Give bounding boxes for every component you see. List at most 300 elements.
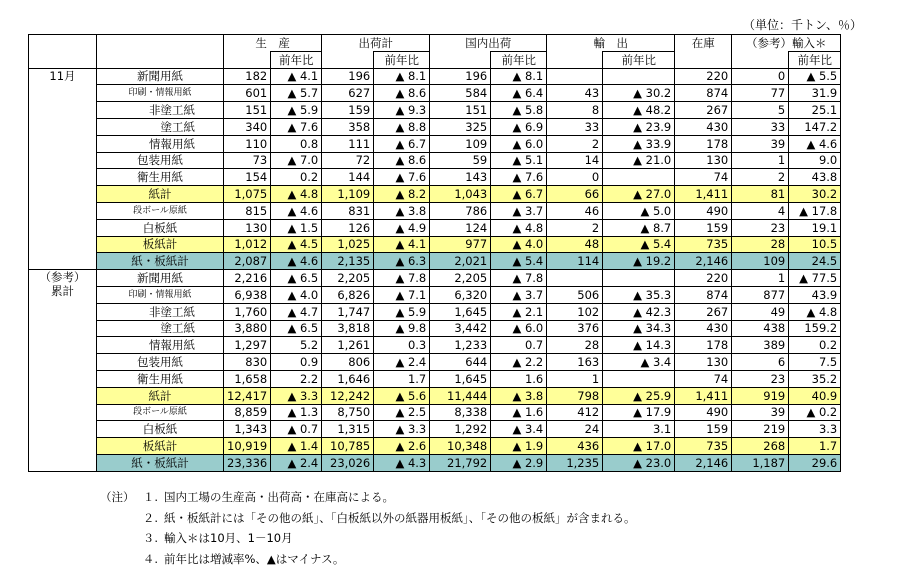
cell-inventory: 130 — [675, 152, 732, 169]
cell-domestic: 21,792 — [430, 454, 491, 471]
cell-domestic: 2,205 — [430, 270, 491, 287]
cell-inventory: 220 — [675, 270, 732, 287]
cell-inventory: 490 — [675, 202, 732, 219]
cell-shipments-yoy: ▲ 7.8 — [374, 270, 430, 287]
cell-production: 1,012 — [224, 236, 271, 253]
cell-import: 919 — [732, 387, 789, 404]
cell-production: 3,880 — [224, 320, 271, 337]
cell-inventory: 74 — [675, 370, 732, 387]
cell-production: 151 — [224, 102, 271, 119]
cell-export: 2 — [547, 135, 603, 152]
group-label-line: （参考） — [39, 270, 86, 285]
table-row — [29, 370, 841, 387]
cell-shipments: 12,242 — [322, 387, 374, 404]
cell-domestic-yoy: ▲ 4.0 — [491, 236, 547, 253]
cell-export: 114 — [547, 253, 603, 270]
note-number: ３. — [142, 531, 158, 545]
table-row — [29, 387, 841, 404]
cell-import-yoy: 43.9 — [789, 286, 841, 303]
cell-domestic-yoy: ▲ 4.8 — [491, 219, 547, 236]
group-label-line: 累計 — [51, 284, 74, 299]
cell-shipments: 72 — [322, 152, 374, 169]
cell-import: 6 — [732, 354, 789, 371]
cell-production-yoy: ▲ 4.0 — [271, 286, 322, 303]
cell-inventory: 2,146 — [675, 253, 732, 270]
cell-import: 23 — [732, 370, 789, 387]
cell-import-yoy: ▲ 17.8 — [789, 202, 841, 219]
cell-shipments-yoy: ▲ 8.8 — [374, 118, 430, 135]
cell-import: 77 — [732, 85, 789, 102]
cell-shipments: 1,261 — [322, 337, 374, 354]
cell-export: 412 — [547, 404, 603, 421]
cell-domestic-yoy: ▲ 2.2 — [491, 354, 547, 371]
cell-import: 33 — [732, 118, 789, 135]
cell-export: 798 — [547, 387, 603, 404]
cell-production: 23,336 — [224, 454, 271, 471]
cell-production: 601 — [224, 85, 271, 102]
header-blank-1 — [29, 35, 97, 69]
cell-domestic: 151 — [430, 102, 491, 119]
cell-export-yoy: ▲ 5.4 — [603, 236, 675, 253]
header-import-blank — [732, 51, 789, 68]
table-row — [29, 404, 841, 421]
cell-production-yoy: ▲ 1.4 — [271, 438, 322, 455]
cell-export-yoy: ▲ 17.0 — [603, 438, 675, 455]
cell-domestic-yoy: ▲ 5.8 — [491, 102, 547, 119]
row-label: 情報用紙 — [97, 135, 224, 152]
header-production-blank — [224, 51, 271, 68]
cell-inventory: 490 — [675, 404, 732, 421]
cell-domestic-yoy: ▲ 1.9 — [491, 438, 547, 455]
table-row — [29, 337, 841, 354]
cell-domestic-yoy: 1.6 — [491, 370, 547, 387]
cell-shipments-yoy: ▲ 9.8 — [374, 320, 430, 337]
cell-shipments-yoy: 0.3 — [374, 337, 430, 354]
cell-shipments: 1,315 — [322, 421, 374, 438]
cell-import: 81 — [732, 186, 789, 203]
cell-domestic-yoy: ▲ 7.8 — [491, 270, 547, 287]
cell-shipments: 831 — [322, 202, 374, 219]
cell-shipments-yoy: ▲ 8.6 — [374, 152, 430, 169]
cell-domestic: 1,292 — [430, 421, 491, 438]
cell-shipments: 806 — [322, 354, 374, 371]
cell-import: 23 — [732, 219, 789, 236]
cell-production: 2,216 — [224, 270, 271, 287]
cell-export-yoy — [603, 370, 675, 387]
note-line-4 — [100, 549, 636, 570]
cell-domestic: 3,442 — [430, 320, 491, 337]
cell-domestic-yoy: ▲ 6.0 — [491, 135, 547, 152]
table-row — [29, 152, 841, 169]
note-text: 国内工場の生産高・出荷高・在庫高による。 — [164, 490, 394, 504]
cell-import-yoy: 19.1 — [789, 219, 841, 236]
cell-import: 39 — [732, 404, 789, 421]
cell-production: 1,343 — [224, 421, 271, 438]
cell-inventory: 874 — [675, 286, 732, 303]
cell-shipments: 126 — [322, 219, 374, 236]
cell-shipments: 1,646 — [322, 370, 374, 387]
cell-production: 154 — [224, 169, 271, 186]
cell-inventory: 735 — [675, 236, 732, 253]
cell-import-yoy: ▲ 5.5 — [789, 68, 841, 85]
cell-export — [547, 68, 603, 85]
cell-export: 1,235 — [547, 454, 603, 471]
cell-import-yoy: ▲ 0.2 — [789, 404, 841, 421]
cell-production-yoy: 5.2 — [271, 337, 322, 354]
cell-import-yoy: 31.9 — [789, 85, 841, 102]
cell-production-yoy: 0.2 — [271, 169, 322, 186]
cell-domestic: 786 — [430, 202, 491, 219]
cell-export-yoy: ▲ 35.3 — [603, 286, 675, 303]
cell-import-yoy: 35.2 — [789, 370, 841, 387]
cell-import-yoy: 40.9 — [789, 387, 841, 404]
cell-import-yoy: 25.1 — [789, 102, 841, 119]
cell-domestic-yoy: ▲ 6.0 — [491, 320, 547, 337]
cell-inventory: 220 — [675, 68, 732, 85]
cell-export-yoy: ▲ 33.9 — [603, 135, 675, 152]
cell-shipments: 111 — [322, 135, 374, 152]
cell-domestic: 11,444 — [430, 387, 491, 404]
cell-export-yoy — [603, 68, 675, 85]
cell-export-yoy: ▲ 3.4 — [603, 354, 675, 371]
table-row — [29, 68, 841, 85]
cell-domestic-yoy: ▲ 3.7 — [491, 202, 547, 219]
cell-shipments: 1,109 — [322, 186, 374, 203]
cell-shipments-yoy: ▲ 8.2 — [374, 186, 430, 203]
cell-domestic: 325 — [430, 118, 491, 135]
table-row — [29, 118, 841, 135]
cell-shipments: 8,750 — [322, 404, 374, 421]
header-row-1 — [29, 35, 841, 52]
cell-shipments: 2,205 — [322, 270, 374, 287]
row-label: 印刷・情報用紙 — [97, 85, 224, 102]
cell-production-yoy: ▲ 4.5 — [271, 236, 322, 253]
cell-shipments: 159 — [322, 102, 374, 119]
cell-export: 376 — [547, 320, 603, 337]
cell-import-yoy: 10.5 — [789, 236, 841, 253]
cell-import-yoy: 29.6 — [789, 454, 841, 471]
cell-export: 8 — [547, 102, 603, 119]
cell-shipments-yoy: ▲ 2.4 — [374, 354, 430, 371]
cell-shipments-yoy: ▲ 7.6 — [374, 169, 430, 186]
cell-export — [547, 270, 603, 287]
cell-domestic-yoy: ▲ 5.4 — [491, 253, 547, 270]
cell-import: 109 — [732, 253, 789, 270]
cell-production: 1,658 — [224, 370, 271, 387]
cell-production: 12,417 — [224, 387, 271, 404]
cell-inventory: 74 — [675, 169, 732, 186]
cell-export: 24 — [547, 421, 603, 438]
row-label: 白板紙 — [97, 219, 224, 236]
cell-export: 436 — [547, 438, 603, 455]
cell-import: 1,187 — [732, 454, 789, 471]
table-row — [29, 169, 841, 186]
row-label: 衛生用紙 — [97, 370, 224, 387]
cell-domestic-yoy: ▲ 6.9 — [491, 118, 547, 135]
cell-domestic: 1,233 — [430, 337, 491, 354]
cell-import-yoy: 43.8 — [789, 169, 841, 186]
cell-shipments-yoy: ▲ 6.7 — [374, 135, 430, 152]
table-row — [29, 421, 841, 438]
cell-production: 73 — [224, 152, 271, 169]
table-row — [29, 320, 841, 337]
header-import: （参考）輸入＊ — [732, 35, 841, 52]
cell-production-yoy: ▲ 4.6 — [271, 202, 322, 219]
cell-domestic: 6,320 — [430, 286, 491, 303]
cell-inventory: 2,146 — [675, 454, 732, 471]
cell-inventory: 430 — [675, 320, 732, 337]
cell-production: 1,760 — [224, 303, 271, 320]
table-row — [29, 202, 841, 219]
cell-domestic: 1,645 — [430, 303, 491, 320]
cell-import-yoy: 30.2 — [789, 186, 841, 203]
cell-export-yoy: ▲ 23.0 — [603, 454, 675, 471]
cell-production-yoy: 0.8 — [271, 135, 322, 152]
header-domestic: 国内出荷 — [430, 35, 547, 52]
cell-export-yoy: ▲ 34.3 — [603, 320, 675, 337]
cell-domestic-yoy: ▲ 2.1 — [491, 303, 547, 320]
cell-shipments-yoy: ▲ 6.3 — [374, 253, 430, 270]
cell-import-yoy: 9.0 — [789, 152, 841, 169]
footnotes — [100, 487, 636, 569]
cell-production: 6,938 — [224, 286, 271, 303]
cell-domestic-yoy: 0.7 — [491, 337, 547, 354]
note-line-1 — [100, 487, 636, 508]
cell-domestic: 584 — [430, 85, 491, 102]
cell-import-yoy: ▲ 77.5 — [789, 270, 841, 287]
note-text: 紙・板紙計には「その他の紙」、「白板紙以外の紙器用板紙」、「その他の板紙」が含まれる。 — [164, 510, 636, 525]
cell-export-yoy: ▲ 17.9 — [603, 404, 675, 421]
paper-statistics-table — [28, 34, 841, 472]
cell-domestic-yoy: ▲ 2.9 — [491, 454, 547, 471]
cell-export: 28 — [547, 337, 603, 354]
note-number: １. — [142, 490, 158, 504]
header-shipments: 出荷計 — [322, 35, 430, 52]
table-row — [29, 354, 841, 371]
cell-production: 130 — [224, 219, 271, 236]
cell-shipments-yoy: 1.7 — [374, 370, 430, 387]
cell-export-yoy: ▲ 42.3 — [603, 303, 675, 320]
table-row — [29, 454, 841, 471]
cell-production: 340 — [224, 118, 271, 135]
cell-export-yoy: ▲ 8.7 — [603, 219, 675, 236]
table-row — [29, 219, 841, 236]
cell-import-yoy: 24.5 — [789, 253, 841, 270]
cell-shipments-yoy: ▲ 3.3 — [374, 421, 430, 438]
cell-shipments: 1,025 — [322, 236, 374, 253]
cell-export-yoy: ▲ 25.9 — [603, 387, 675, 404]
header-production: 生 産 — [224, 35, 322, 52]
cell-inventory: 267 — [675, 102, 732, 119]
cell-shipments: 1,747 — [322, 303, 374, 320]
cell-domestic: 1,043 — [430, 186, 491, 203]
cell-shipments-yoy: ▲ 9.3 — [374, 102, 430, 119]
cell-shipments: 2,135 — [322, 253, 374, 270]
row-label: 印刷・情報用紙 — [97, 286, 224, 303]
cell-shipments-yoy: ▲ 2.6 — [374, 438, 430, 455]
cell-import: 5 — [732, 102, 789, 119]
cell-production: 1,297 — [224, 337, 271, 354]
cell-import-yoy: 159.2 — [789, 320, 841, 337]
cell-production-yoy: ▲ 6.5 — [271, 270, 322, 287]
cell-domestic: 124 — [430, 219, 491, 236]
cell-production-yoy: ▲ 4.7 — [271, 303, 322, 320]
header-shipments-blank — [322, 51, 374, 68]
row-label: 新聞用紙 — [97, 270, 224, 287]
group-label — [29, 270, 97, 472]
header-export: 輸 出 — [547, 35, 675, 52]
cell-shipments: 627 — [322, 85, 374, 102]
cell-domestic: 8,338 — [430, 404, 491, 421]
row-label: 包装用紙 — [97, 354, 224, 371]
table-row — [29, 286, 841, 303]
group-label-line: 11月 — [49, 68, 76, 83]
cell-import-yoy: 1.7 — [789, 438, 841, 455]
cell-import-yoy: 0.2 — [789, 337, 841, 354]
cell-production: 830 — [224, 354, 271, 371]
cell-import: 389 — [732, 337, 789, 354]
cell-import: 2 — [732, 169, 789, 186]
cell-export: 1 — [547, 370, 603, 387]
cell-domestic-yoy: ▲ 1.6 — [491, 404, 547, 421]
cell-import: 4 — [732, 202, 789, 219]
cell-import-yoy: ▲ 4.6 — [789, 135, 841, 152]
cell-export-yoy: ▲ 23.9 — [603, 118, 675, 135]
cell-export: 2 — [547, 219, 603, 236]
header-export-yoy: 前年比 — [603, 51, 675, 68]
cell-export: 43 — [547, 85, 603, 102]
note-prefix: （注） — [100, 490, 135, 504]
cell-domestic: 143 — [430, 169, 491, 186]
cell-inventory: 178 — [675, 337, 732, 354]
cell-export: 66 — [547, 186, 603, 203]
row-label: 段ボール原紙 — [97, 404, 224, 421]
table-row — [29, 253, 841, 270]
cell-inventory: 130 — [675, 354, 732, 371]
table-row — [29, 303, 841, 320]
header-inventory-blank — [675, 51, 732, 68]
header-domestic-yoy: 前年比 — [491, 51, 547, 68]
row-label: 包装用紙 — [97, 152, 224, 169]
cell-shipments: 23,026 — [322, 454, 374, 471]
row-label: 塗工紙 — [97, 118, 224, 135]
cell-export-yoy: ▲ 27.0 — [603, 186, 675, 203]
note-text: 前年比は増減率%、▲はマイナス。 — [164, 551, 345, 566]
cell-import: 0 — [732, 68, 789, 85]
cell-export-yoy: ▲ 19.2 — [603, 253, 675, 270]
cell-production-yoy: ▲ 4.6 — [271, 253, 322, 270]
cell-production-yoy: ▲ 6.5 — [271, 320, 322, 337]
cell-shipments-yoy: ▲ 4.9 — [374, 219, 430, 236]
cell-export: 33 — [547, 118, 603, 135]
cell-shipments-yoy: ▲ 8.6 — [374, 85, 430, 102]
cell-production: 10,919 — [224, 438, 271, 455]
cell-import: 28 — [732, 236, 789, 253]
row-label: 紙計 — [97, 387, 224, 404]
cell-inventory: 430 — [675, 118, 732, 135]
cell-production-yoy: 0.9 — [271, 354, 322, 371]
header-inventory: 在庫 — [675, 35, 732, 52]
cell-export-yoy: ▲ 5.0 — [603, 202, 675, 219]
cell-domestic-yoy: ▲ 3.4 — [491, 421, 547, 438]
row-label: 板紙計 — [97, 438, 224, 455]
cell-domestic-yoy: ▲ 8.1 — [491, 68, 547, 85]
cell-production-yoy: ▲ 3.3 — [271, 387, 322, 404]
cell-export-yoy: ▲ 14.3 — [603, 337, 675, 354]
cell-export: 506 — [547, 286, 603, 303]
table-row — [29, 102, 841, 119]
cell-production-yoy: ▲ 1.3 — [271, 404, 322, 421]
cell-import-yoy: 3.3 — [789, 421, 841, 438]
row-label: 板紙計 — [97, 236, 224, 253]
cell-domestic: 644 — [430, 354, 491, 371]
cell-export: 46 — [547, 202, 603, 219]
note-number: ２. — [142, 510, 158, 525]
cell-import-yoy: 147.2 — [789, 118, 841, 135]
cell-shipments-yoy: ▲ 4.1 — [374, 236, 430, 253]
cell-export: 102 — [547, 303, 603, 320]
note-line-2 — [100, 508, 636, 529]
header-production-yoy: 前年比 — [271, 51, 322, 68]
cell-export-yoy: 3.1 — [603, 421, 675, 438]
cell-production-yoy: ▲ 2.4 — [271, 454, 322, 471]
cell-shipments-yoy: ▲ 5.9 — [374, 303, 430, 320]
cell-shipments: 3,818 — [322, 320, 374, 337]
cell-import-yoy: ▲ 4.8 — [789, 303, 841, 320]
cell-export-yoy: ▲ 30.2 — [603, 85, 675, 102]
header-export-blank — [547, 51, 603, 68]
cell-shipments-yoy: ▲ 4.3 — [374, 454, 430, 471]
cell-domestic-yoy: ▲ 3.8 — [491, 387, 547, 404]
header-import-yoy: 前年比 — [789, 51, 841, 68]
cell-shipments-yoy: ▲ 5.6 — [374, 387, 430, 404]
cell-production: 815 — [224, 202, 271, 219]
cell-inventory: 267 — [675, 303, 732, 320]
cell-inventory: 159 — [675, 219, 732, 236]
cell-production-yoy: ▲ 5.9 — [271, 102, 322, 119]
cell-export-yoy — [603, 270, 675, 287]
cell-domestic: 109 — [430, 135, 491, 152]
row-label: 白板紙 — [97, 421, 224, 438]
cell-inventory: 178 — [675, 135, 732, 152]
unit-label: （単位：千トン、％） — [742, 18, 862, 32]
cell-domestic: 196 — [430, 68, 491, 85]
row-label: 情報用紙 — [97, 337, 224, 354]
cell-production-yoy: ▲ 4.1 — [271, 68, 322, 85]
cell-shipments: 358 — [322, 118, 374, 135]
cell-shipments-yoy: ▲ 2.5 — [374, 404, 430, 421]
cell-import: 49 — [732, 303, 789, 320]
cell-import: 39 — [732, 135, 789, 152]
row-label: 非塗工紙 — [97, 303, 224, 320]
cell-domestic: 1,645 — [430, 370, 491, 387]
table-row — [29, 270, 841, 287]
cell-production: 8,859 — [224, 404, 271, 421]
table-row — [29, 85, 841, 102]
cell-production-yoy: 2.2 — [271, 370, 322, 387]
cell-domestic-yoy: ▲ 3.7 — [491, 286, 547, 303]
cell-shipments: 10,785 — [322, 438, 374, 455]
cell-production-yoy: ▲ 5.7 — [271, 85, 322, 102]
row-label: 段ボール原紙 — [97, 202, 224, 219]
cell-import: 1 — [732, 152, 789, 169]
cell-domestic: 10,348 — [430, 438, 491, 455]
cell-domestic-yoy: ▲ 6.4 — [491, 85, 547, 102]
cell-export: 163 — [547, 354, 603, 371]
cell-production: 110 — [224, 135, 271, 152]
cell-shipments-yoy: ▲ 7.1 — [374, 286, 430, 303]
cell-production-yoy: ▲ 7.6 — [271, 118, 322, 135]
